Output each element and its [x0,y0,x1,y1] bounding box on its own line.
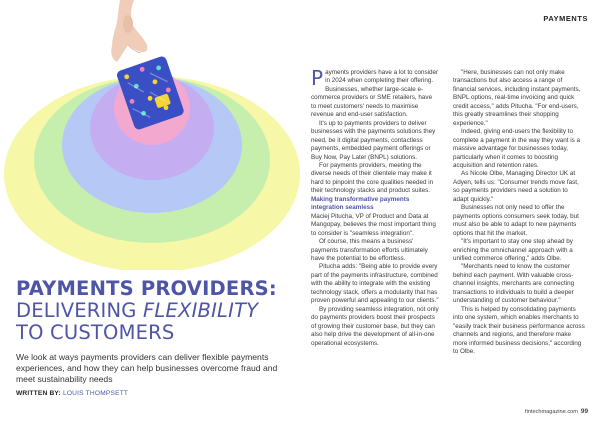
byline-label: WRITTEN BY: [16,390,61,397]
section-label: PAYMENTS [543,14,588,23]
drop-cap: P [311,66,324,90]
article-paragraph: Businesses not only need to offer the payments options consumers seek today, but must also be able to adapt to new payments options that hit the market. [453,204,579,237]
hero-illustration [0,0,300,270]
article-subhead: Making transformative payments integration seamless [311,195,410,212]
byline-author: LOUIS THOMPSETT [62,390,129,397]
article-paragraph: For payments providers, meeting the diverse needs of their clientele may make it hard to pinpoint the core qualities needed in their technology stacks and product suites. [311,161,434,195]
byline [16,390,128,397]
article-paragraph: "Merchants need to know the customer behind each payment. With valuable cross-channel insights, merchants are connecting transactions to individuals to build a deeper understanding of customer behaviour." [453,263,575,305]
article-headline [16,278,298,344]
article-paragraph: Indeed, giving end-users the flexibility to complete a payment in the way they want is a massive advantage for businesses today, particularly when it comes to boosting acquisition and retention rates. [453,128,581,169]
article-paragraph: This is helped by consolidating payments into one system, which enables merchants to "easily track their business performance across channels and regions, and therefore make more informed business decisions," according to Olbe. [453,305,585,355]
page-footer [525,408,588,415]
article-paragraph: Maciej Pitucha, VP of Product and Data at Mangopay, believes the most important thing to consider is "seamless integration". [311,212,436,237]
headline-line-1: PAYMENTS PROVIDERS: [16,277,277,300]
article-paragraph: Pitucha adds: "Being able to provide every part of the payments infrastructure, combined with the ability to integrate with the existing technology stack, offers a modularity that has proven powerful and appealing to our clients." [311,263,439,305]
headline-line-2-prefix: DELIVERING [16,299,144,322]
article-paragraph: "It's important to stay one step ahead by enriching the omnichannel approach with a unified commerce offering," adds Olbe. [453,238,573,262]
article-paragraph: Of course, this means a business' payments transformation efforts ultimately have the potential to be effortless. [311,238,428,262]
standfirst: We look at ways payments providers can deliver flexible payments experiences, and how they can help businesses overcome fraud and meet sustainability needs [16,352,278,384]
article-paragraph: "Here, businesses can not only make transactions but also access a range of financial services, including instant payments, BNPL options, real-time invoicing and quick credit access," adds Pitucha. "For end-users, this greatly streamlines their shopping experience." [453,69,581,127]
site-url: fintechmagazine.com [525,409,578,415]
article-paragraph: Payments providers have a lot to consider in 2024 when completing their offering. Businesses, whether large-scale e-commerce providers or SME retailers, have to meet customers' needs to maximise revenue and end-user satisfaction. [311,66,439,119]
page-number: 99 [580,408,588,415]
headline-line-3: TO CUSTOMERS [16,321,175,344]
article-paragraph: By providing seamless integration, not only do payments providers boost their prospects of growing their customer base, but they can also help drive the development of all-in-one operational ecosystems. [311,305,439,347]
headline-emphasis: FLEXIBILITY [143,299,259,322]
article-paragraph: It's up to payments providers to deliver businesses with the payments solutions they need, be it digital payments, contactless payments, embedded payment offerings or Buy Now, Pay Later (BNPL) solutions. [311,119,436,161]
headline-line-2 [16,300,298,322]
article-column-1 [311,66,439,348]
article-paragraph: As Nicole Olbe, Managing Director UK at Adyen, tells us: "Consumer trends move fast, so payments providers need a solution to adapt quickly." [453,170,579,203]
article-column-2 [453,69,585,356]
right-page [300,0,600,424]
